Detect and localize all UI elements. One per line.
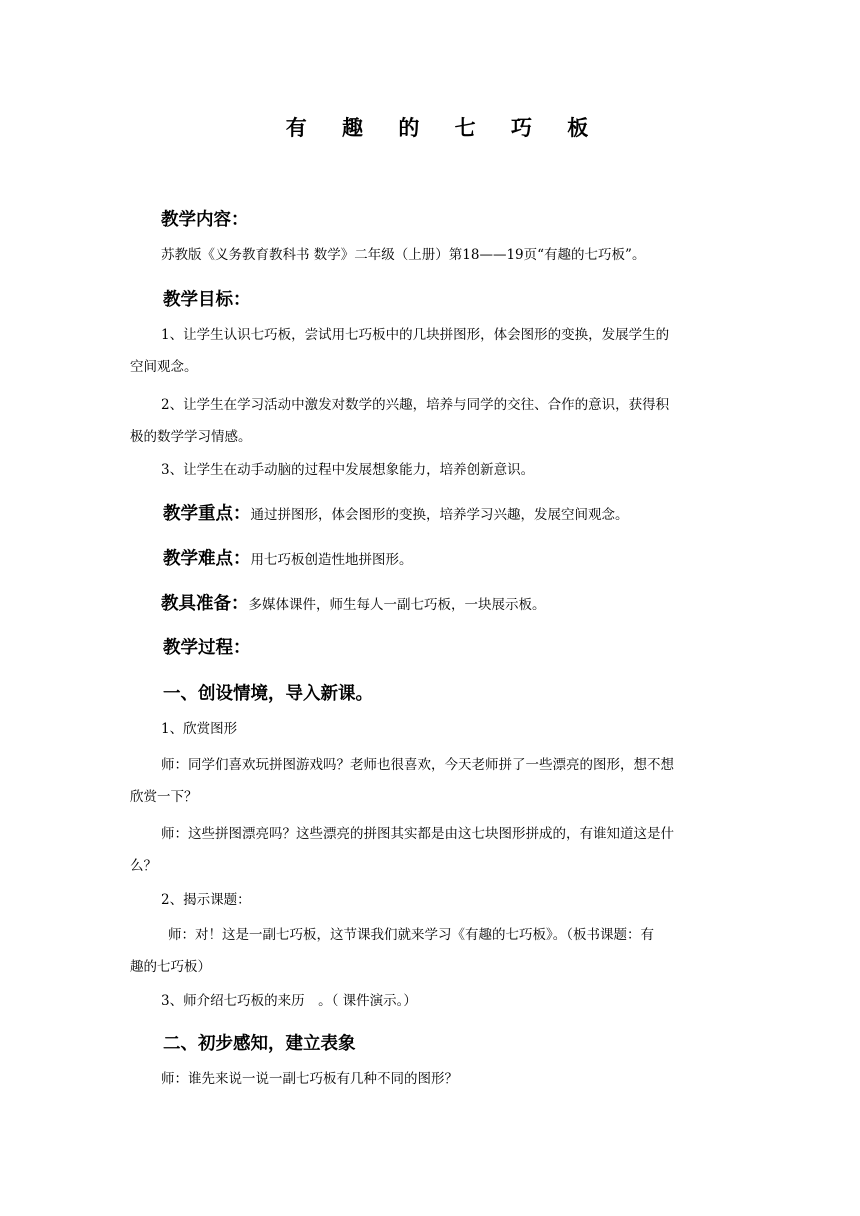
- section1-heading: 一、创设情境，导入新课。: [163, 684, 373, 704]
- s1-p3-line1: 师：对！这是一副七巧板，这节课我们就来学习《有趣的七巧板》。（板书课题：有: [168, 927, 654, 943]
- content-heading: 教学内容：: [161, 210, 249, 230]
- goal1-line2: 空间观念。: [130, 359, 198, 375]
- difficult-heading: 教学难点：: [163, 549, 251, 569]
- goals-heading: 教学目标：: [163, 290, 251, 310]
- difficult-point-row: [163, 545, 413, 570]
- goal3: 3、让学生在动手动脑的过程中发展想象能力，培养创新意识。: [161, 462, 535, 478]
- s1-item3: 3、师介绍七巧板的来历 。（ 课件演示。）: [161, 993, 417, 1009]
- difficult-text: 用七巧板创造性地拼图形。: [250, 552, 413, 568]
- section2-heading: 二、初步感知，建立表象: [163, 1034, 356, 1054]
- document-title: 有 趣 的 七 巧 板: [285, 116, 603, 140]
- process-heading: 教学过程：: [163, 638, 251, 658]
- s1-p3-line2: 趣的七巧板）: [130, 959, 211, 975]
- s1-item1: 1、欣赏图形: [161, 721, 238, 737]
- key-heading: 教学重点：: [163, 504, 251, 524]
- goal2-line1: 2、让学生在学习活动中激发对数学的兴趣，培养与同学的交往、合作的意识，获得积: [161, 397, 670, 413]
- s1-p1-line1: 师：同学们喜欢玩拼图游戏吗？老师也很喜欢，今天老师拼了一些漂亮的图形，想不想: [161, 757, 674, 773]
- content-text: 苏教版《义务教育教科书 数学》二年级（上册）第18——19页“有趣的七巧板”。: [161, 247, 646, 263]
- goal1-line1: 1、让学生认识七巧板，尝试用七巧板中的几块拼图形，体会图形的变换，发展学生的: [161, 327, 670, 343]
- prep-text: 多媒体课件，师生每人一副七巧板，一块展示板。: [248, 597, 546, 613]
- prep-row: [161, 590, 546, 615]
- key-point-row: [163, 500, 629, 525]
- goal2-line2: 极的数学学习情感。: [130, 429, 252, 445]
- s1-p2-line1: 师：这些拼图漂亮吗？这些漂亮的拼图其实都是由这七块图形拼成的，有谁知道这是什: [161, 826, 674, 842]
- s1-p1-line2: 欣赏一下？: [130, 789, 198, 805]
- key-text: 通过拼图形，体会图形的变换，培养学习兴趣，发展空间观念。: [250, 507, 629, 523]
- s1-item2: 2、揭示课题：: [161, 892, 251, 908]
- s1-p2-line2: 么？: [130, 858, 157, 874]
- prep-heading: 教具准备：: [161, 594, 249, 614]
- s2-p1: 师：谁先来说一说一副七巧板有几种不同的图形？: [161, 1071, 458, 1087]
